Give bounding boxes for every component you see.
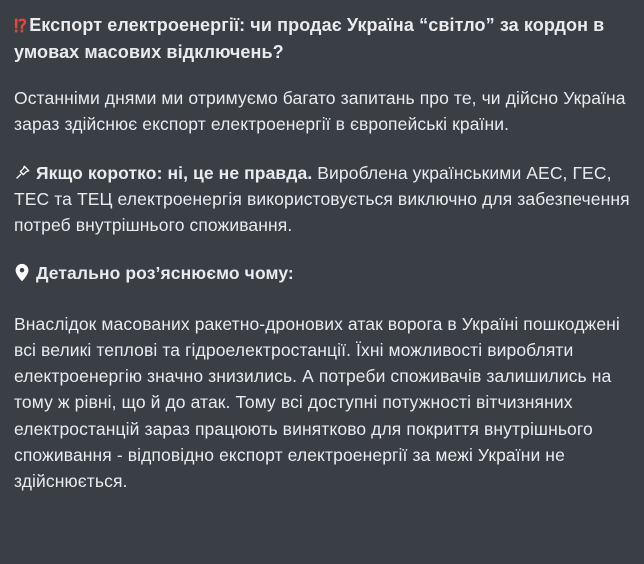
post-short-answer xyxy=(14,160,630,239)
pushpin-icon xyxy=(14,162,31,179)
post-body-paragraph: Внаслідок масованих ракетно-дронових атак ворога в Україні пошкоджені всі великі теплові та гідроелектростанції. Їхні можливості виробляти електроенергію значно знизились. А потреби споживачів залишились на тому ж рівні, що й до атак. Тому всі доступні потужності вітчизняних електростанцій зараз працюють винятково для покриття внутрішнього споживання - відповідно експорт електроенергії за межі України не здійснюється. xyxy=(14,313,620,492)
post-title xyxy=(14,12,630,65)
map-marker-icon xyxy=(14,263,30,282)
post-detail-heading xyxy=(14,260,630,286)
short-answer-bold: Якщо коротко: ні, це не правда. xyxy=(36,162,313,183)
post-title-text: Експорт електроенергії: чи продає Україна “світло” за кордон в умовах масових відключень? xyxy=(14,15,605,63)
detail-heading-text: Детально роз’яснюємо чому: xyxy=(36,263,294,284)
short-answer-rest: Вироблена українськими АЕС, ГЕС, ТЕС та ТЕЦ електроенергія використовується виключно для забезпечення потреб внутрішнього споживання. xyxy=(14,162,630,236)
double-exclamation-icon: ⁉ xyxy=(14,16,26,36)
post-lead-paragraph: Останніми днями ми отримуємо багато запитань про те, чи дійсно Україна зараз здійснює експорт електроенергії в європейські країни. xyxy=(14,88,626,135)
